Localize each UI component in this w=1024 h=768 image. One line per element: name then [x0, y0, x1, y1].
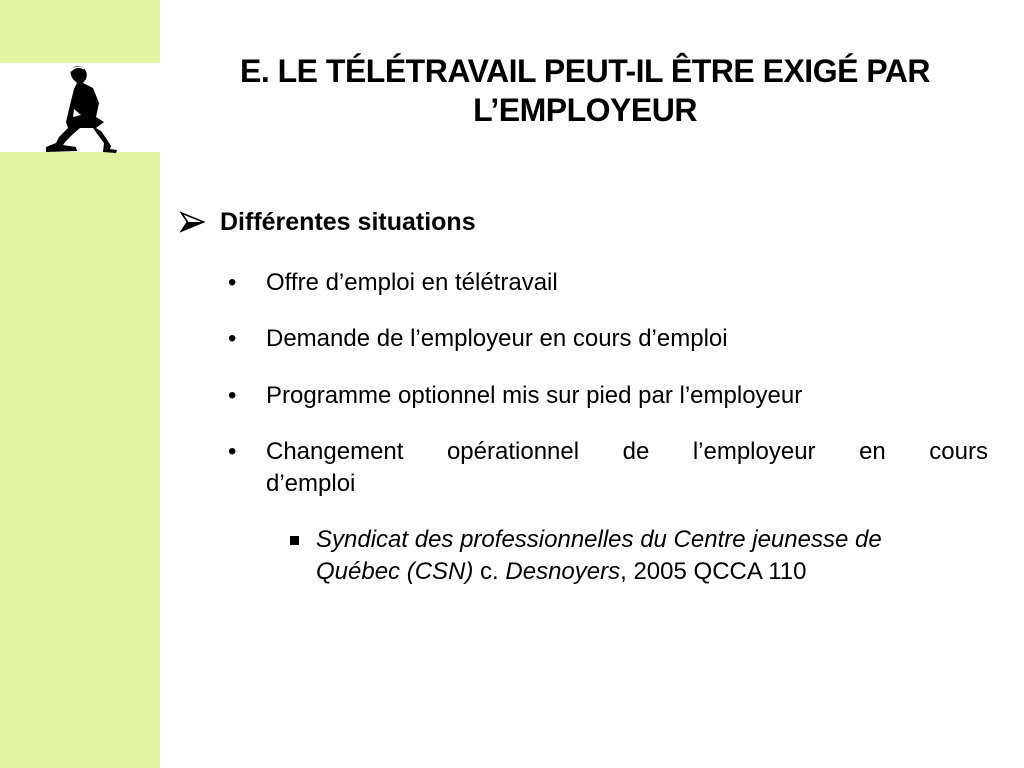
citation-reference: , 2005 QCCA 110	[620, 558, 807, 585]
bullet-item-changement	[228, 436, 988, 500]
citation-party1: Québec (CSN)	[316, 558, 474, 585]
citation-text	[316, 524, 1006, 588]
slide-title	[170, 52, 1000, 130]
citation-line1: Syndicat des professionnelles du Centre jeunesse de	[316, 526, 882, 553]
citation-line2	[316, 556, 1006, 588]
bullet-item-text: Programme optionnel mis sur pied par l’employeur	[266, 382, 803, 409]
walking-person-silhouette-icon	[46, 65, 120, 153]
round-dot-bullet-icon: •	[228, 325, 237, 352]
square-bullet-icon	[290, 536, 299, 545]
section-heading	[180, 205, 476, 239]
citation-versus: c.	[473, 558, 506, 585]
citation-party2: Desnoyers	[505, 558, 621, 585]
section-heading-label: Différentes situations	[220, 208, 476, 236]
bullet-item-text	[266, 436, 988, 500]
bullet-item-demande	[228, 323, 988, 355]
round-dot-bullet-icon: •	[228, 269, 237, 296]
bullet-item-programme	[228, 380, 988, 412]
arrowhead-bullet-icon	[180, 211, 205, 233]
slide-title-line1: E. LE TÉLÉTRAVAIL PEUT-IL ÊTRE EXIGÉ PAR	[239, 53, 930, 89]
bullet-item-text-line2: d’emploi	[266, 470, 356, 497]
bullet-item-text: Demande de l’employeur en cours d’emploi	[266, 325, 728, 352]
round-dot-bullet-icon: •	[228, 438, 237, 465]
bullet-item-text: Offre d’emploi en télétravail	[266, 269, 558, 296]
bullet-item-offre	[228, 267, 988, 299]
slide-title-line2: L’EMPLOYEUR	[473, 92, 697, 128]
citation-item	[290, 524, 1006, 588]
round-dot-bullet-icon: •	[228, 382, 237, 409]
bullet-item-text-line1: Changement opérationnel de l’employeur en cours	[266, 438, 988, 465]
